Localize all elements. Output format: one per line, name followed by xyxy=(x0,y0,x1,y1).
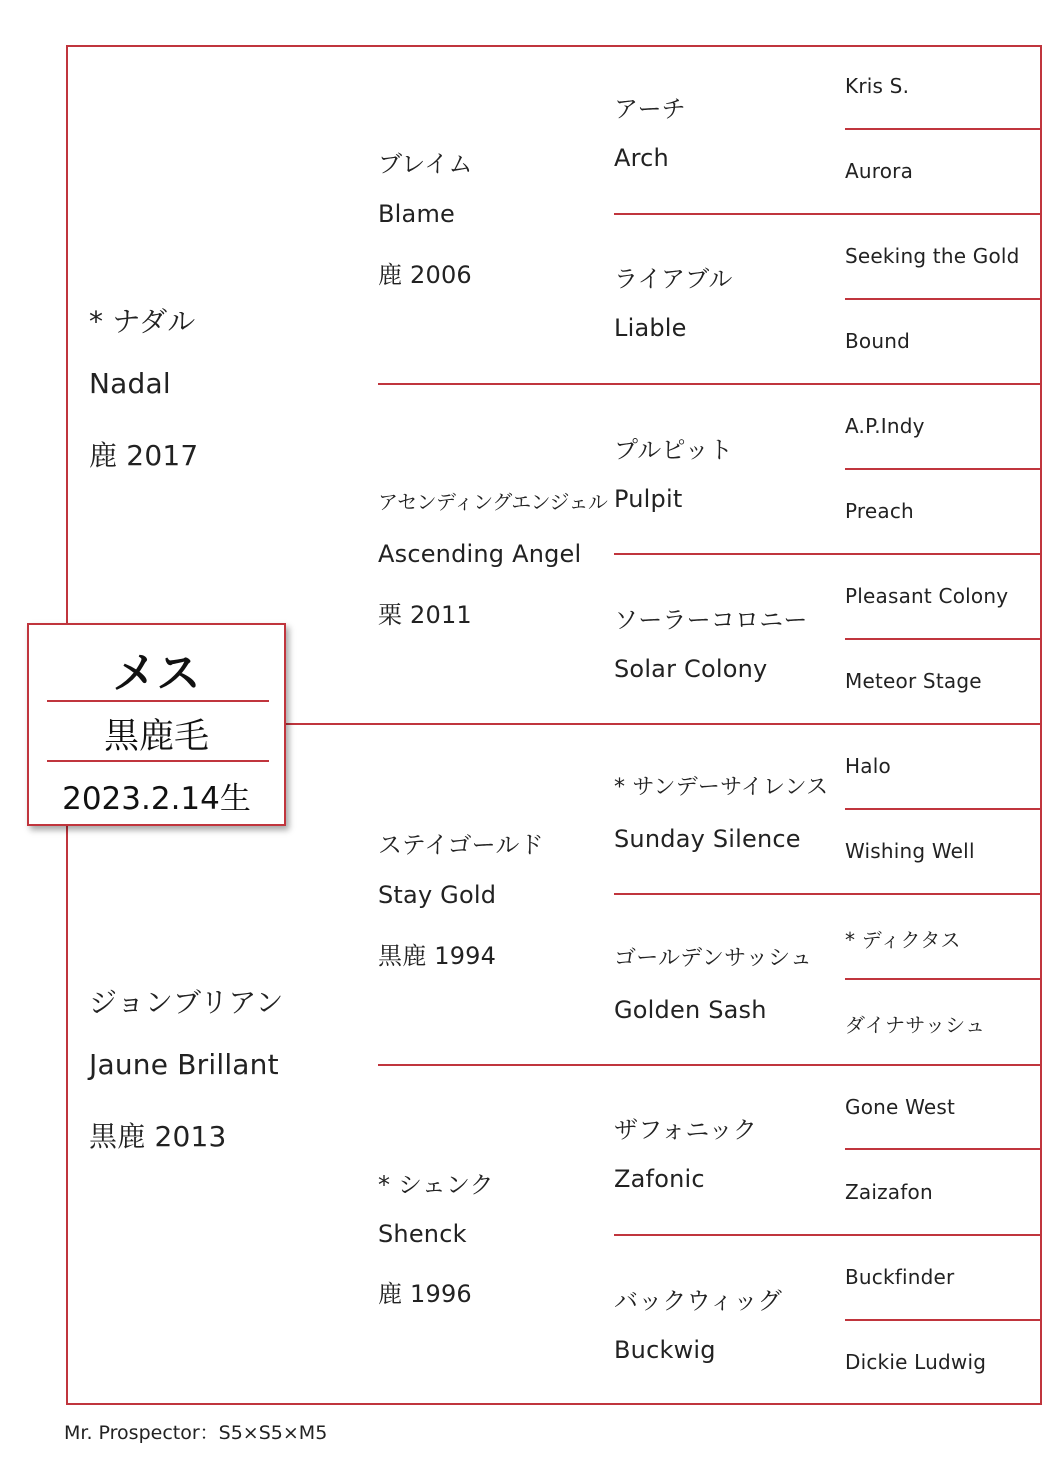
gen4-name: Buckfinder xyxy=(845,1265,955,1289)
gen2-name-jp: ブレイム xyxy=(378,150,473,178)
subject-box xyxy=(27,623,286,826)
gen4-name: * ディクタス xyxy=(845,928,961,952)
divider-main xyxy=(286,723,1042,725)
gen4-name: Seeking the Gold xyxy=(845,244,1020,268)
gen2-name-jp: * シェンク xyxy=(378,1171,494,1199)
gen2-name-en: Stay Gold xyxy=(378,881,497,909)
gen2-info: 栗 2011 xyxy=(378,601,472,629)
subject-divider xyxy=(47,700,269,702)
inbreeding-note: Mr. Prospector：S5×S5×M5 xyxy=(64,1422,328,1444)
gen2-info: 鹿 1996 xyxy=(378,1280,472,1308)
gen3-name-en: Liable xyxy=(614,314,687,342)
gen3-name-en: Sunday Silence xyxy=(614,825,801,853)
dam-info: 黒鹿 2013 xyxy=(89,1120,227,1153)
divider-gen4 xyxy=(845,638,1042,640)
gen3-name-jp: ゴールデンサッシュ xyxy=(614,946,813,971)
gen2-name-en: Ascending Angel xyxy=(378,540,582,568)
subject-birth: 2023.2.14生 xyxy=(62,781,251,817)
gen4-name: Wishing Well xyxy=(845,839,975,863)
gen2-info: 鹿 2006 xyxy=(378,261,472,289)
gen4-name: Zaizafon xyxy=(845,1180,933,1204)
gen3-name-en: Golden Sash xyxy=(614,996,767,1024)
gen3-name-jp: ザフォニック xyxy=(614,1116,758,1144)
gen4-name: Meteor Stage xyxy=(845,669,982,693)
divider-gen3 xyxy=(614,213,1042,215)
gen4-name: Kris S. xyxy=(845,74,910,98)
gen3-name-jp: ライアブル xyxy=(614,265,733,293)
gen2-name-en: Blame xyxy=(378,200,455,228)
gen4-name: Aurora xyxy=(845,159,914,183)
gen2-name-jp: アセンディングエンジェル xyxy=(378,490,608,514)
gen2-info: 黒鹿 1994 xyxy=(378,942,497,970)
gen2-name-en: Shenck xyxy=(378,1220,467,1248)
divider-gen4 xyxy=(845,1319,1042,1321)
divider-gen4 xyxy=(845,808,1042,810)
gen4-name: A.P.Indy xyxy=(845,414,925,438)
divider-gen4 xyxy=(845,128,1042,130)
divider-gen2-sire xyxy=(378,383,1042,385)
sire-info: 鹿 2017 xyxy=(89,439,199,472)
subject-color: 黒鹿毛 xyxy=(103,717,209,757)
gen3-name-jp: プルピット xyxy=(614,436,734,464)
gen4-name: Gone West xyxy=(845,1095,956,1119)
divider-gen2-dam xyxy=(378,1064,1042,1066)
gen3-name-jp: バックウィッグ xyxy=(614,1287,782,1315)
gen4-name: Preach xyxy=(845,499,914,523)
gen3-name-jp: アーチ xyxy=(614,95,686,123)
sire-name-jp: * ナダル xyxy=(89,305,196,338)
gen3-name-jp: ソーラーコロニー xyxy=(614,606,808,634)
gen3-name-en: Solar Colony xyxy=(614,655,768,683)
gen3-name-en: Zafonic xyxy=(614,1165,705,1193)
divider-gen4 xyxy=(845,978,1042,980)
divider-gen4 xyxy=(845,1148,1042,1150)
divider-gen3 xyxy=(614,893,1042,895)
gen3-name-en: Pulpit xyxy=(614,485,683,513)
divider-gen4 xyxy=(845,298,1042,300)
subject-divider xyxy=(47,760,269,762)
gen3-name-en: Arch xyxy=(614,144,669,172)
subject-sex: メス xyxy=(112,648,201,699)
dam-name-en: Jaune Brillant xyxy=(89,1048,279,1081)
gen4-name: Dickie Ludwig xyxy=(845,1350,987,1374)
divider-gen4 xyxy=(845,468,1042,470)
gen4-name: Pleasant Colony xyxy=(845,584,1009,608)
gen3-name-jp: * サンデーサイレンス xyxy=(614,775,829,800)
gen3-name-en: Buckwig xyxy=(614,1336,716,1364)
divider-gen3 xyxy=(614,553,1042,555)
divider-gen3 xyxy=(614,1234,1042,1236)
gen4-name: Bound xyxy=(845,329,911,353)
gen4-name: Halo xyxy=(845,754,891,778)
gen4-name: ダイナサッシュ xyxy=(845,1013,986,1037)
dam-name-jp: ジョンブリアン xyxy=(89,986,284,1019)
sire-name-en: Nadal xyxy=(89,367,171,400)
gen2-name-jp: ステイゴールド xyxy=(378,831,544,859)
